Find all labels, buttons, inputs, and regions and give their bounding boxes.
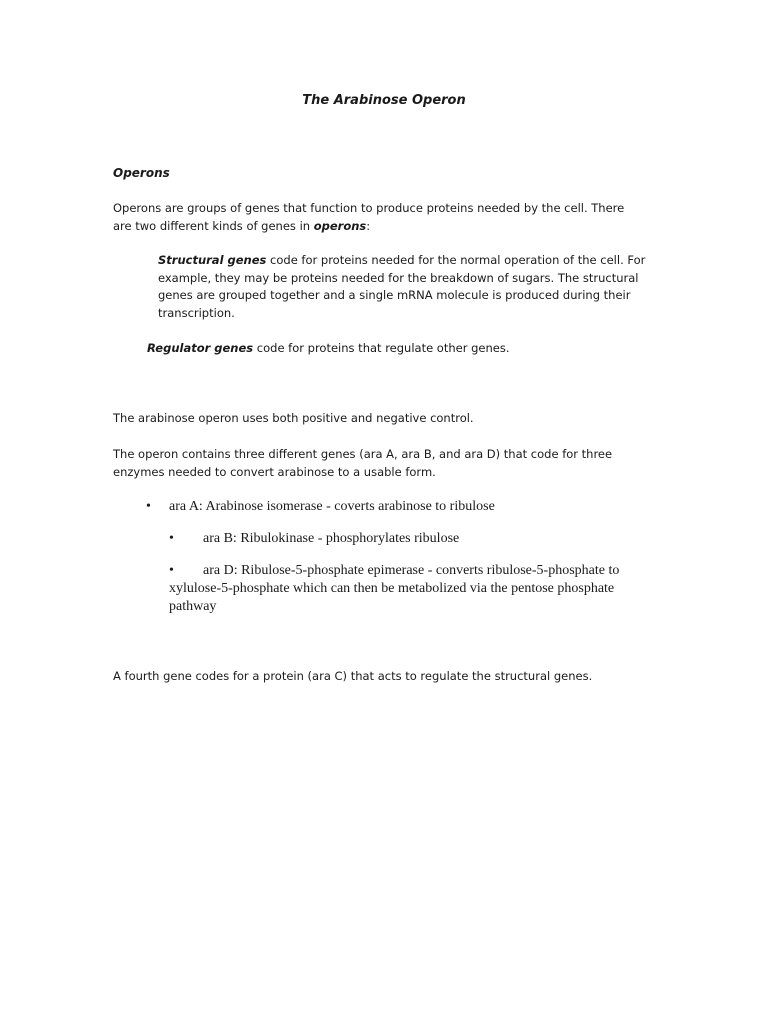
regulator-genes-paragraph xyxy=(147,340,647,358)
fourth-gene-paragraph: A fourth gene codes for a protein (ara C) that acts to regulate the structural genes. xyxy=(113,669,593,683)
structural-genes-term: Structural genes xyxy=(158,253,267,267)
contains-paragraph: The operon contains three different genes (ara A, ara B, and ara D) that code for three enzymes needed to convert arabinose to a usable form. xyxy=(113,447,613,479)
intro-end: : xyxy=(366,218,371,233)
control-paragraph: The arabinose operon uses both positive and negative control. xyxy=(113,411,474,425)
bullet-marker: • xyxy=(146,499,151,514)
document-title: The Arabinose Operon xyxy=(302,93,466,108)
structural-genes-paragraph xyxy=(158,252,658,322)
regulator-genes-text: code for proteins that regulate other genes. xyxy=(253,341,510,355)
bullet-marker: • xyxy=(169,563,174,578)
structural-genes-text: code for proteins needed for the normal operation of the cell. For example, they may be proteins needed for the breakdown of sugars. The structural genes are grouped together and a single mRNA molecule is produced during their transcription. xyxy=(158,253,646,320)
regulator-genes-term: Regulator genes xyxy=(147,341,254,355)
intro-paragraph xyxy=(113,200,643,235)
bullet-item-ara-d: ara D: Ribulose-5-phosphate epimerase - converts ribulose-5-phosphate to xylulose-5-phosphate which can then be metabolized via the pentose phosphate pathway xyxy=(169,563,620,614)
bullet-item-ara-b: ara B: Ribulokinase - phosphorylates ribulose xyxy=(203,531,460,546)
section-heading-operons: Operons xyxy=(113,166,170,180)
bullet-item-ara-a: ara A: Arabinose isomerase - coverts arabinose to ribulose xyxy=(169,499,495,514)
operons-term: operons xyxy=(313,218,367,233)
bullet-marker: • xyxy=(169,531,174,546)
intro-text: Operons are groups of genes that function to produce proteins needed by the cell. There are two different kinds of genes in xyxy=(113,201,625,233)
